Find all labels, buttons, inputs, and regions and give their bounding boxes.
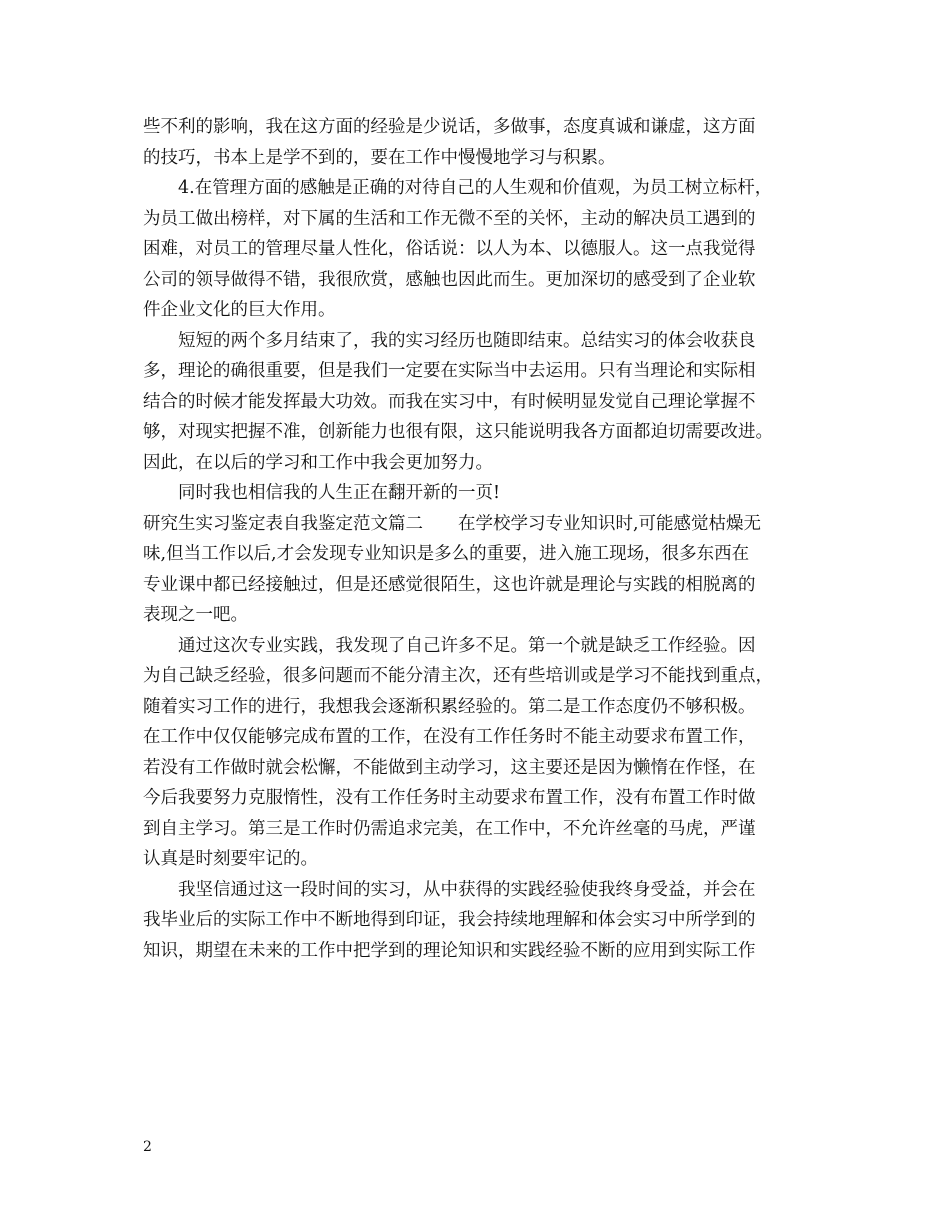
text-line: 味,但当工作以后,才会发现专业知识是多么的重要，进入施工现场，很多东西在 <box>143 544 750 564</box>
text-line: 公司的领导做得不错，我很欣赏，感触也因此而生。更加深切的感受到了企业软 <box>143 269 756 290</box>
page-number: 2 <box>143 1139 152 1155</box>
paragraph-practice <box>143 631 813 875</box>
text-line: 知识，期望在未来的工作中把学到的理论知识和实践经验不断的应用到实际工作 <box>143 940 756 961</box>
text-line: 通过这次专业实践，我发现了自己许多不足。第一个就是缺乏工作经验。因 <box>178 635 756 656</box>
text-line: 些不利的影响，我在这方面的经验是少说话，多做事，态度真诚和谦虚，这方面 <box>143 117 756 137</box>
text-line: 4.在管理方面的感触是正确的对待自己的人生观和价值观，为员工树立标杆， <box>178 178 773 198</box>
text-line: 够，对现实把握不准，创新能力也很有限，这只能说明我各方面都迫切需要改进。 <box>143 422 773 442</box>
text-line: 在工作中仅仅能够完成布置的工作，在没有工作任务时不能主动要求布置工作， <box>143 727 756 747</box>
text-line: 我坚信通过这一段时间的实习，从中获得的实践经验使我终身受益，并会在 <box>178 879 756 900</box>
text-line: 为自己缺乏经验，很多问题而不能分清主次，还有些培训或是学习不能找到重点， <box>143 666 773 686</box>
paragraph-new-page <box>143 478 813 509</box>
paragraph-belief <box>143 875 813 967</box>
body-text <box>143 112 813 966</box>
text-line: 结合的时候才能发挥最大功效。而我在实习中，有时候明显发觉自己理论掌握不 <box>143 391 756 412</box>
paragraph-influence-continued <box>143 112 813 173</box>
text-line: 的技巧，书本上是学不到的，要在工作中慢慢地学习与积累。 <box>143 147 616 168</box>
text-line: 困难，对员工的管理尽量人性化，俗话说：以人为本、以德服人。这一点我觉得 <box>143 239 756 259</box>
text-line: 到自主学习。第三是工作时仍需追求完美，在工作中，不允许丝毫的马虎，严谨 <box>143 818 756 839</box>
text-line: 我毕业后的实际工作中不断地得到印证，我会持续地理解和体会实习中所学到的 <box>143 910 756 930</box>
text-line: 今后我要努力克服惰性，没有工作任务时主动要求布置工作，没有布置工作时做 <box>143 788 756 808</box>
text-line: 研究生实习鉴定表自我鉴定范文篇二 在学校学习专业知识时,可能感觉枯燥无 <box>143 513 762 534</box>
text-line: 为员工做出榜样，对下属的生活和工作无微不至的关怀，主动的解决员工遇到的 <box>143 208 756 229</box>
text-line: 专业课中都已经接触过，但是还感觉很陌生，这也许就是理论与实践的相脱离的 <box>143 574 756 595</box>
text-line: 因此，在以后的学习和工作中我会更加努力。 <box>143 452 493 473</box>
paragraph-sample-two <box>143 509 813 631</box>
text-line: 若没有工作做时就会松懈，不能做到主动学习，这主要还是因为懒惰在作怪，在 <box>143 757 756 778</box>
paragraph-summary <box>143 326 813 479</box>
text-line: 短短的两个多月结束了，我的实习经历也随即结束。总结实习的体会收获良 <box>178 330 756 351</box>
text-line: 表现之一吧。 <box>143 605 248 625</box>
text-line: 件企业文化的巨大作用。 <box>143 300 336 320</box>
paragraph-management <box>143 173 813 326</box>
text-line: 随着实习工作的进行，我想我会逐渐积累经验的。第二是工作态度仍不够积极。 <box>143 696 756 717</box>
text-line: 多，理论的确很重要，但是我们一定要在实际当中去运用。只有当理论和实际相 <box>143 361 756 381</box>
text-line: 同时我也相信我的人生正在翻开新的一页! <box>178 483 501 503</box>
text-line: 认真是时刻要牢记的。 <box>143 849 318 869</box>
